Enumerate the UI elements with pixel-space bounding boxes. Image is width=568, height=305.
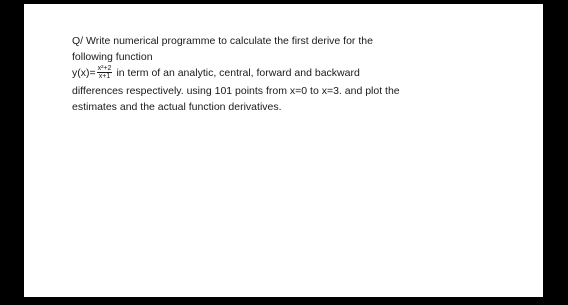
question-line-1: Q/ Write numerical programme to calculate the first derive for the — [72, 35, 373, 47]
question-text — [72, 33, 492, 115]
function-line-rest: in term of an analytic, central, forward and backward — [116, 67, 360, 80]
fraction-numerator: x²+2 — [97, 64, 112, 72]
function-lhs: y(x)= — [72, 67, 96, 80]
question-line-5: estimates and the actual function derivatives. — [72, 101, 282, 113]
function-line — [72, 65, 492, 83]
fraction-denominator: x+1 — [98, 72, 111, 80]
question-line-2: following function — [72, 51, 153, 63]
function-fraction — [97, 65, 113, 80]
question-line-4: differences respectively. using 101 points from x=0 to x=3. and plot the — [72, 85, 400, 97]
document-page — [24, 4, 543, 297]
